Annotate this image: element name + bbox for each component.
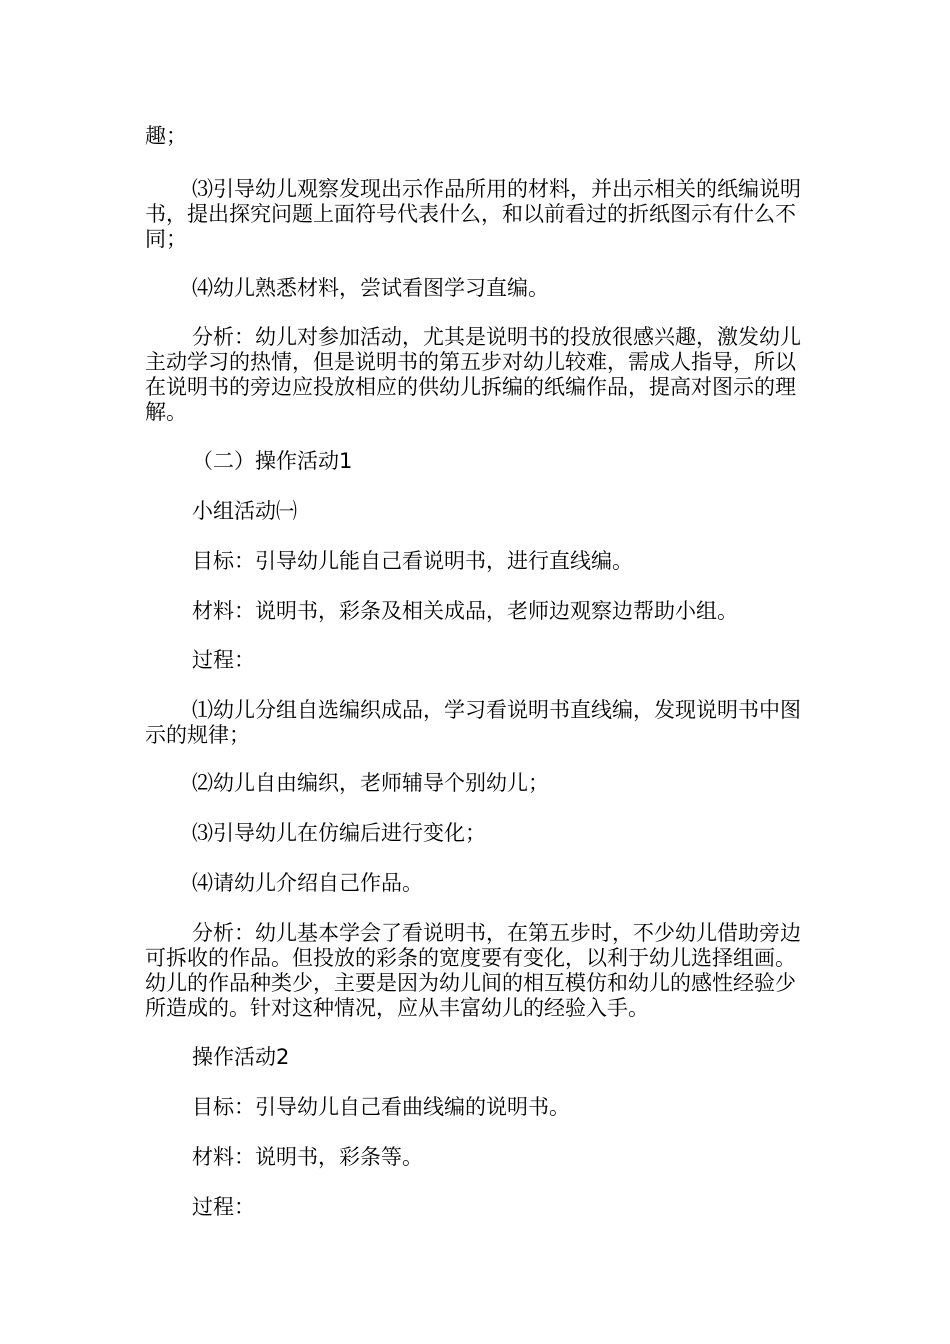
paragraph-11: ⑵幼儿自由编织，老师辅导个别幼儿； (192, 771, 549, 795)
section-heading: （二）操作活动1 (192, 449, 353, 473)
paragraph-8: 材料：说明书，彩条及相关成品，老师边观察边帮助小组。 (192, 599, 738, 623)
paragraph-9: 过程： (192, 648, 255, 672)
paragraph-12: ⑶引导幼儿在仿编后进行变化； (192, 821, 486, 845)
paragraph-17: 材料：说明书，彩条等。 (192, 1145, 423, 1169)
paragraph-6: 小组活动㈠ (192, 499, 297, 523)
paragraph-10: ⑴幼儿分组自选编织成品，学习看说明书直线编，发现说明书中图示的规律； (145, 698, 801, 747)
paragraph-16: 目标：引导幼儿自己看曲线编的说明书。 (192, 1095, 570, 1119)
paragraph-13: ⑷请幼儿介绍自己作品。 (192, 871, 423, 895)
paragraph-18: 过程： (192, 1195, 255, 1219)
paragraph-2: ⑶引导幼儿观察发现出示作品所用的材料，并出示相关的纸编说明书，提出探究问题上面符号代表什么，和以前看过的折纸图示有什么不同； (145, 177, 801, 251)
paragraph-14: 分析：幼儿基本学会了看说明书，在第五步时，不少幼儿借助旁边可拆收的作品。但投放的彩条的宽度要有变化，以利于幼儿选择组画。幼儿的作品种类少，主要是因为幼儿间的相互模仿和幼儿的感性经验少所造成的。针对这种情况，应从丰富幼儿的经验入手。 (145, 921, 801, 1020)
paragraph-3: ⑷幼儿熟悉材料，尝试看图学习直编。 (192, 276, 549, 300)
paragraph-7: 目标：引导幼儿能自己看说明书，进行直线编。 (192, 549, 633, 573)
paragraph-1: 趣； (145, 124, 187, 148)
paragraph-15: 操作活动2 (192, 1045, 290, 1069)
paragraph-4: 分析：幼儿对参加活动，尤其是说明书的投放很感兴趣，激发幼儿主动学习的热情，但是说明书的第五步对幼儿较难，需成人指导，所以在说明书的旁边应投放相应的供幼儿拆编的纸编作品，提高对图示的理解。 (145, 325, 801, 424)
